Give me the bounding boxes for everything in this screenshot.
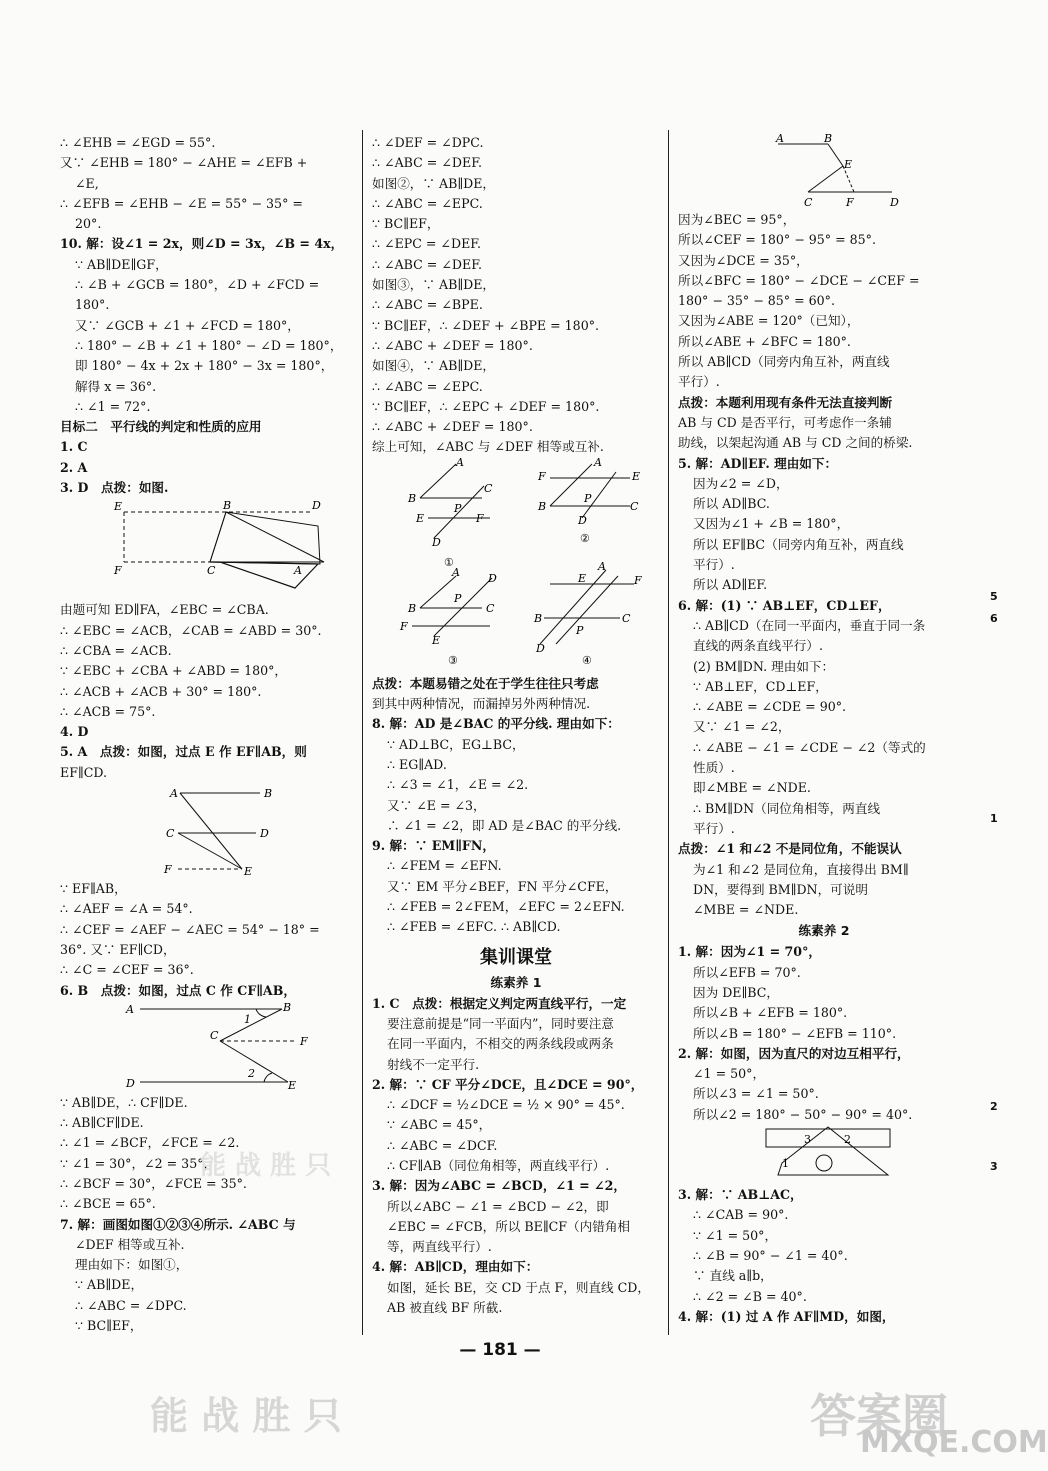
figure-ruler bbox=[678, 1125, 970, 1185]
text-line: 又∵ ∠GCB + ∠1 + ∠FCD = 180°， bbox=[75, 317, 300, 333]
text-line: 即 180° − 4x + 2x + 180° − 3x = 180°， bbox=[75, 358, 334, 374]
text-line: ∴ ∠BCF = 30°，∠FCE = 35°. bbox=[60, 1175, 247, 1191]
angle-3-label: 3 bbox=[804, 1133, 811, 1147]
text-line: ∴ ∠EHB = ∠EGD = 55°. bbox=[60, 135, 216, 150]
text-line: 5. A 点拨：如图，过点 E 作 EF∥AB，则 bbox=[60, 744, 307, 760]
text-line: 所以∠ABE + ∠BFC = 180°. bbox=[678, 333, 851, 349]
text-line: ∴ ∠CAB = 90°. bbox=[693, 1207, 789, 1223]
text-line: ∴ AB∥CF∥DE. bbox=[60, 1115, 144, 1131]
label-D: D bbox=[488, 571, 497, 585]
text-line: ∴ ∠FEB = 2∠FEM，∠EFC = 2∠EFN. bbox=[387, 899, 625, 915]
text-line: ∴ ∠ACB + ∠ACB + 30° = 180°. bbox=[60, 683, 262, 699]
text-line: ∵ EF∥AB， bbox=[60, 881, 127, 897]
label-A: A bbox=[594, 455, 602, 469]
text-line: 所以∠2 = 180° − 50° − 90° = 40°. bbox=[693, 1106, 913, 1122]
figure-q5 bbox=[60, 783, 352, 879]
text-line: ∴ ∠FEM = ∠EFN. bbox=[387, 858, 502, 874]
text-line: ∵ AB∥DE，∴ CF∥DE. bbox=[60, 1094, 188, 1110]
text-line: 4. 解：AB∥CD，理由如下： bbox=[372, 1259, 539, 1275]
text-block bbox=[60, 1093, 352, 1337]
text-block bbox=[678, 942, 970, 1125]
label-P: P bbox=[576, 623, 584, 637]
text-block bbox=[372, 133, 660, 458]
label-A: A bbox=[126, 1002, 134, 1016]
text-line: ∴ CF∥AB（同位角相等，两直线平行）. bbox=[387, 1157, 610, 1173]
figure-c3-q4 bbox=[678, 130, 970, 210]
text-line: ∴ ∠1 = 72°. bbox=[75, 398, 151, 414]
text-line: ∴ ∠EBC = ∠ACB，∠CAB = ∠ABD = 30°. bbox=[60, 622, 322, 638]
column-right bbox=[678, 130, 970, 1327]
text-line: 所以 EF∥BC（同旁内角互补，两直线 bbox=[693, 536, 904, 552]
label-B: B bbox=[408, 601, 417, 615]
label-A: A bbox=[294, 564, 302, 578]
text-block bbox=[678, 210, 970, 920]
text-line: 3. 解：因为∠ABC = ∠BCD，∠1 = ∠2， bbox=[372, 1178, 626, 1194]
label-D: D bbox=[536, 641, 545, 655]
label-B: B bbox=[538, 499, 547, 513]
label-P: P bbox=[454, 591, 462, 605]
text-line: 所以 AD∥BC. bbox=[693, 496, 770, 512]
label-A: A bbox=[598, 559, 606, 573]
text-line: ∵ BC∥EF，∴ ∠EPC + ∠DEF = 180°. bbox=[372, 398, 600, 414]
text-line: 3. 解：∵ AB⊥AC， bbox=[678, 1187, 803, 1203]
text-line: 所以 AB∥CD（同旁内角互补，两直线 bbox=[678, 354, 890, 370]
watermark: 能 战 胜 只 bbox=[200, 1151, 332, 1181]
caption-3: ③ bbox=[448, 653, 458, 667]
text-line: 所以 AD∥EF. bbox=[693, 577, 768, 593]
figure-q7-2 bbox=[537, 456, 640, 545]
text-line: 综上可知，∠ABC 与 ∠DEF 相等或互补. bbox=[372, 439, 604, 455]
text-line: ∵ BC∥EF，∴ ∠DEF + ∠BPE = 180°. bbox=[372, 317, 600, 333]
text-block bbox=[60, 879, 352, 1001]
column-divider-left bbox=[362, 130, 363, 1335]
text-line: 又∵ ∠E = ∠3， bbox=[387, 797, 486, 813]
text-line: ∵ ∠1 = 50°， bbox=[693, 1227, 778, 1243]
text-line: 如图，延长 BE，交 CD 于点 F，则直线 CD， bbox=[387, 1279, 650, 1295]
text-line: 要注意前提是“同一平面内”，同时要注意 bbox=[387, 1015, 614, 1031]
text-line: ∵ BC∥EF， bbox=[372, 216, 440, 232]
text-line: 因为∠BEC = 95°， bbox=[678, 212, 796, 227]
text-line: 8. 解：AD 是∠BAC 的平分线. 理由如下： bbox=[372, 716, 620, 732]
text-line: ∴ ∠2 = ∠B = 40°. bbox=[693, 1288, 807, 1304]
section-title: 集训课堂 bbox=[480, 946, 552, 968]
label-A: A bbox=[170, 787, 178, 801]
column-divider-right bbox=[668, 130, 669, 1335]
text-line: ∴ ∠1 = ∠2，即 AD 是∠BAC 的平分线. bbox=[387, 817, 622, 833]
text-line: 又因为∠DCE = 35°， bbox=[678, 252, 809, 268]
text-line: 所以∠CEF = 180° − 95° = 85°. bbox=[678, 232, 876, 248]
label-F: F bbox=[300, 1034, 308, 1048]
label-F: F bbox=[476, 511, 484, 525]
text-line: ∠EBC = ∠FCB，所以 BE∥CF（内错角相 bbox=[387, 1218, 631, 1234]
label-B: B bbox=[223, 499, 232, 513]
text-line: 2. A bbox=[60, 459, 88, 475]
label-F: F bbox=[114, 564, 122, 578]
text-line: EF∥CD. bbox=[60, 764, 108, 780]
text-line: ∴ ∠EPC = ∠DEF. bbox=[372, 236, 482, 252]
text-line: 点拨：∠1 和∠2 不是同位角，不能误认 bbox=[678, 841, 902, 857]
text-line: 20°. bbox=[75, 216, 102, 232]
text-line: 因为 DE∥BC， bbox=[693, 984, 780, 1000]
text-line: ∵ AB∥DE∥GF， bbox=[75, 256, 168, 272]
text-line: 1. 解：因为∠1 = 70°， bbox=[678, 944, 821, 960]
text-line: ∴ ∠ABC + ∠DEF = 180°. bbox=[372, 419, 533, 435]
text-line: 6. B 点拨：如图，过点 C 作 CF∥AB， bbox=[60, 982, 296, 998]
text-line: ∴ ∠ABC = ∠DEF. bbox=[372, 256, 482, 272]
subsection-title: 练素养 2 bbox=[798, 923, 850, 939]
label-B: B bbox=[534, 611, 543, 625]
text-line: 即∠MBE = ∠NDE. bbox=[693, 780, 811, 796]
text-line: 平行）. bbox=[693, 820, 735, 836]
label-E: E bbox=[416, 511, 425, 525]
text-line: ∵ ∠1 = 30°，∠2 = 35°， bbox=[60, 1155, 217, 1171]
text-line: 平行）. bbox=[678, 374, 720, 390]
edge-mark: 5 bbox=[990, 590, 998, 603]
text-line: ∵ ∠EBC + ∠CBA + ∠ABD = 180°， bbox=[60, 663, 288, 679]
text-line: ∠E, bbox=[75, 175, 99, 191]
text-line: ∴ ∠CBA = ∠ACB. bbox=[60, 642, 172, 658]
text-line: ∠MBE = ∠NDE. bbox=[693, 902, 799, 918]
text-line: ∴ EG∥AD. bbox=[387, 756, 447, 772]
text-line: 2. 解：如图，因为直尺的对边互相平行， bbox=[678, 1045, 910, 1061]
text-line: ∴ ∠ACB = 75°. bbox=[60, 703, 156, 719]
text-line: ∴ ∠ABE = ∠CDE = 90°. bbox=[693, 699, 847, 715]
watermark: 能 战 胜 只 bbox=[150, 1394, 342, 1438]
edge-mark: 1 bbox=[990, 812, 998, 825]
figure-q6 bbox=[60, 1001, 352, 1093]
angle-1-label: 1 bbox=[782, 1157, 789, 1171]
text-line: 平行）. bbox=[693, 557, 735, 573]
label-E: E bbox=[244, 865, 253, 879]
label-B: B bbox=[408, 491, 417, 505]
angle-2-label: 2 bbox=[248, 1066, 255, 1080]
text-line: ∴ ∠FEB = ∠EFC. ∴ AB∥CD. bbox=[387, 919, 561, 935]
text-line: ∴ ∠DCF = ½∠DCE = ½ × 90° = 45°. bbox=[387, 1097, 625, 1113]
text-line: 所以∠ABC − ∠1 = ∠BCD − ∠2，即 bbox=[387, 1198, 609, 1214]
text-line: ∴ ∠ABC = ∠EPC. bbox=[372, 195, 483, 211]
text-line: AB 被直线 BF 所截. bbox=[387, 1300, 503, 1316]
text-line: 如图②，∵ AB∥DE， bbox=[372, 175, 496, 191]
text-line: 所以∠3 = ∠1 = 50°. bbox=[693, 1086, 819, 1102]
label-B: B bbox=[283, 1000, 292, 1014]
text-line: 所以∠B + ∠EFB = 180°. bbox=[693, 1005, 848, 1021]
text-line: ∠1 = 50°， bbox=[693, 1066, 766, 1082]
text-block bbox=[60, 133, 352, 498]
text-line: 9. 解：∵ EM∥FN， bbox=[372, 838, 495, 854]
label-C: C bbox=[207, 564, 216, 578]
figure-q7-4 bbox=[533, 560, 642, 667]
text-line: ∴ ∠B = 90° − ∠1 = 40°. bbox=[693, 1247, 848, 1263]
label-E: E bbox=[578, 571, 587, 585]
label-E: E bbox=[288, 1078, 297, 1092]
label-E: E bbox=[432, 633, 441, 647]
text-line: ∴ ∠BCE = 65°. bbox=[60, 1196, 156, 1212]
text-line: 性质）. bbox=[693, 760, 735, 776]
text-line: 如图③，∵ AB∥DE， bbox=[372, 277, 496, 293]
text-line: ∴ AB∥CD（在同一平面内，垂直于同一条 bbox=[693, 617, 926, 633]
text-line: ∴ ∠CEF = ∠AEF − ∠AEC = 54° − 18° = bbox=[60, 921, 320, 937]
text-line: 3. D 点拨：如图. bbox=[60, 480, 169, 496]
text-line: ∴ ∠3 = ∠1，∠E = ∠2. bbox=[387, 777, 529, 793]
edge-mark: 6 bbox=[990, 612, 998, 625]
text-line: 又因为∠ABE = 120°（已知）， bbox=[678, 313, 860, 329]
watermark-logo: 答案圈 bbox=[810, 1389, 948, 1443]
text-line: 又因为∠1 + ∠B = 180°， bbox=[693, 516, 850, 532]
angle-1-label: 1 bbox=[244, 1012, 251, 1026]
text-line: 直线的两条直线平行）. bbox=[693, 638, 823, 654]
label-D: D bbox=[260, 827, 269, 841]
text-line: ∴ ∠1 = ∠BCF，∠FCE = ∠2. bbox=[60, 1135, 240, 1151]
text-line: 在同一平面内，不相交的两条线段或两条 bbox=[387, 1036, 614, 1052]
text-line: 10. 解：设∠1 = 2x，则∠D = 3x，∠B = 4x， bbox=[60, 236, 344, 252]
figure-q7-1 bbox=[407, 456, 493, 569]
text-line: 理由如下：如图①， bbox=[75, 1257, 189, 1273]
text-line: ∴ ∠C = ∠CEF = 36°. bbox=[60, 962, 194, 978]
subsection-title: 练素养 1 bbox=[490, 974, 542, 990]
label-A: A bbox=[452, 565, 460, 579]
text-line: 6. 解：(1) ∵ AB⊥EF，CD⊥EF， bbox=[678, 597, 891, 613]
text-line: 1. C bbox=[60, 439, 88, 455]
text-line: 4. D bbox=[60, 724, 89, 740]
label-C: C bbox=[804, 196, 813, 209]
label-D: D bbox=[578, 513, 587, 527]
text-line: ∴ ∠ABC + ∠DEF = 180°. bbox=[372, 337, 533, 353]
text-line: ∴ 180° − ∠B + ∠1 + 180° − ∠D = 180°， bbox=[75, 337, 343, 353]
text-line: 所以∠B = 180° − ∠EFB = 110°. bbox=[693, 1025, 897, 1041]
label-D: D bbox=[126, 1076, 135, 1090]
text-line: (2) BM∥DN. 理由如下： bbox=[693, 658, 835, 674]
angle-2-label: 2 bbox=[844, 1133, 851, 1147]
text-line: 所以∠BFC = 180° − ∠DCE − ∠CEF = bbox=[678, 272, 920, 288]
text-line: AB 与 CD 是否平行，可考虑作一条辅 bbox=[678, 414, 892, 430]
edge-mark: 2 bbox=[990, 1100, 998, 1113]
text-line: 1. C 点拨：根据定义判定两直线平行，一定 bbox=[372, 995, 627, 1011]
text-line: 助线，以架起沟通 AB 与 CD 之间的桥梁. bbox=[678, 435, 913, 451]
text-line: 2. 解：∵ CF 平分∠DCE，且∠DCE = 90°， bbox=[372, 1076, 644, 1092]
text-line: 因为∠2 = ∠D， bbox=[693, 475, 789, 491]
label-D: D bbox=[890, 196, 899, 209]
caption-2: ② bbox=[580, 531, 590, 545]
text-line: 又∵ ∠1 = ∠2， bbox=[693, 719, 791, 735]
label-B: B bbox=[264, 787, 273, 801]
text-line: ∵ AB⊥EF，CD⊥EF， bbox=[693, 678, 828, 694]
label-P: P bbox=[454, 501, 462, 515]
text-line: ∠DEF 相等或互补. bbox=[75, 1236, 185, 1252]
label-F: F bbox=[634, 573, 642, 587]
text-line: 7. 解：画图如图①②③④所示. ∠ABC 与 bbox=[60, 1216, 296, 1232]
text-line: 目标二 平行线的判定和性质的应用 bbox=[60, 419, 262, 435]
text-line: 点拨：本题利用现有条件无法直接判断 bbox=[678, 394, 893, 410]
label-P: P bbox=[584, 491, 592, 505]
figure-q7 bbox=[372, 455, 660, 674]
text-line: 所以∠EFB = 70°. bbox=[693, 964, 801, 980]
text-line: 5. 解：AD∥EF. 理由如下： bbox=[678, 455, 838, 471]
text-block bbox=[60, 600, 352, 783]
text-line: ∴ ∠ABC = ∠EPC. bbox=[372, 378, 483, 394]
text-line: 又∵ EM 平分∠BEF，FN 平分∠CFE， bbox=[387, 878, 618, 894]
label-E: E bbox=[632, 469, 641, 483]
label-E: E bbox=[114, 500, 123, 514]
label-C: C bbox=[630, 499, 639, 513]
edge-mark: 3 bbox=[990, 1160, 998, 1173]
figure-q7-3 bbox=[399, 566, 497, 667]
watermark-url: MXQE.COM bbox=[860, 1425, 1048, 1460]
label-F: F bbox=[846, 196, 854, 209]
text-block bbox=[678, 1185, 970, 1327]
text-line: 180°. bbox=[75, 297, 110, 313]
text-line: ∴ ∠ABC = ∠DEF. bbox=[372, 155, 482, 171]
text-line: 解得 x = 36°. bbox=[75, 378, 157, 394]
text-line: 射线不一定平行. bbox=[387, 1056, 480, 1072]
text-line: ∵ BC∥EF， bbox=[75, 1318, 143, 1334]
label-F: F bbox=[164, 863, 172, 877]
label-F: F bbox=[400, 619, 408, 633]
text-line: 又∵ ∠EHB = 180° − ∠AHE = ∠EFB + bbox=[60, 155, 308, 171]
text-line: 36°. 又∵ EF∥CD， bbox=[60, 941, 176, 957]
label-C: C bbox=[486, 601, 495, 615]
text-line: 为∠1 和∠2 是同位角，直接得出 BM∥ bbox=[693, 861, 909, 877]
text-line: DN，要得到 BM∥DN，可说明 bbox=[693, 881, 868, 897]
text-line: ∵ AD⊥BC，EG⊥BC， bbox=[387, 736, 525, 752]
label-C: C bbox=[622, 611, 631, 625]
label-F: F bbox=[538, 469, 546, 483]
text-line: 点拨：本题易错之处在于学生往往只考虑 bbox=[372, 675, 599, 691]
label-E: E bbox=[844, 158, 853, 171]
label-D: D bbox=[312, 499, 321, 513]
label-C: C bbox=[484, 481, 493, 495]
text-line: 如图④，∵ AB∥DE， bbox=[372, 358, 496, 374]
text-line: 由题可知 ED∥FA，∠EBC = ∠CBA. bbox=[60, 602, 269, 618]
text-line: 4. 解：(1) 过 A 作 AF∥MD，如图， bbox=[678, 1308, 895, 1324]
text-line: ∴ ∠B + ∠GCB = 180°，∠D + ∠FCD = bbox=[75, 277, 320, 293]
label-C: C bbox=[166, 827, 175, 841]
text-line: ∴ ∠DEF = ∠DPC. bbox=[372, 135, 484, 150]
text-line: 180° − 35° − 85° = 60°. bbox=[678, 293, 835, 309]
caption-4: ④ bbox=[582, 653, 592, 667]
text-line: ∴ ∠ABC = ∠DPC. bbox=[75, 1297, 187, 1313]
text-line: ∴ ∠ABE − ∠1 = ∠CDE − ∠2（等式的 bbox=[693, 739, 926, 755]
column-middle bbox=[372, 133, 660, 1318]
page-number: — 181 — bbox=[459, 1340, 541, 1360]
text-line: ∴ BM∥DN（同位角相等，两直线 bbox=[693, 800, 881, 816]
label-A: A bbox=[776, 132, 784, 145]
text-block bbox=[372, 994, 660, 1319]
caption-1: ① bbox=[444, 555, 454, 569]
label-C: C bbox=[210, 1028, 219, 1042]
text-line: 到其中两种情况，而漏掉另外两种情况. bbox=[372, 696, 591, 712]
text-line: ∵ AB∥DE， bbox=[75, 1277, 144, 1293]
text-line: ∵ ∠ABC = 45°， bbox=[387, 1117, 492, 1133]
text-line: ∴ ∠ABC = ∠BPE. bbox=[372, 297, 483, 313]
label-D: D bbox=[432, 535, 441, 549]
text-line: 等，两直线平行）. bbox=[387, 1239, 492, 1255]
label-B: B bbox=[824, 132, 833, 145]
label-A: A bbox=[456, 455, 464, 469]
text-line: ∵ 直线 a∥b， bbox=[693, 1268, 773, 1284]
figure-q3 bbox=[60, 498, 352, 600]
text-line: ∴ ∠EFB = ∠EHB − ∠E = 55° − 35° = bbox=[60, 195, 303, 211]
text-line: ∴ ∠ABC = ∠DCF. bbox=[387, 1137, 498, 1153]
text-block bbox=[372, 674, 660, 938]
text-line: ∴ ∠AEF = ∠A = 54°. bbox=[60, 901, 193, 917]
